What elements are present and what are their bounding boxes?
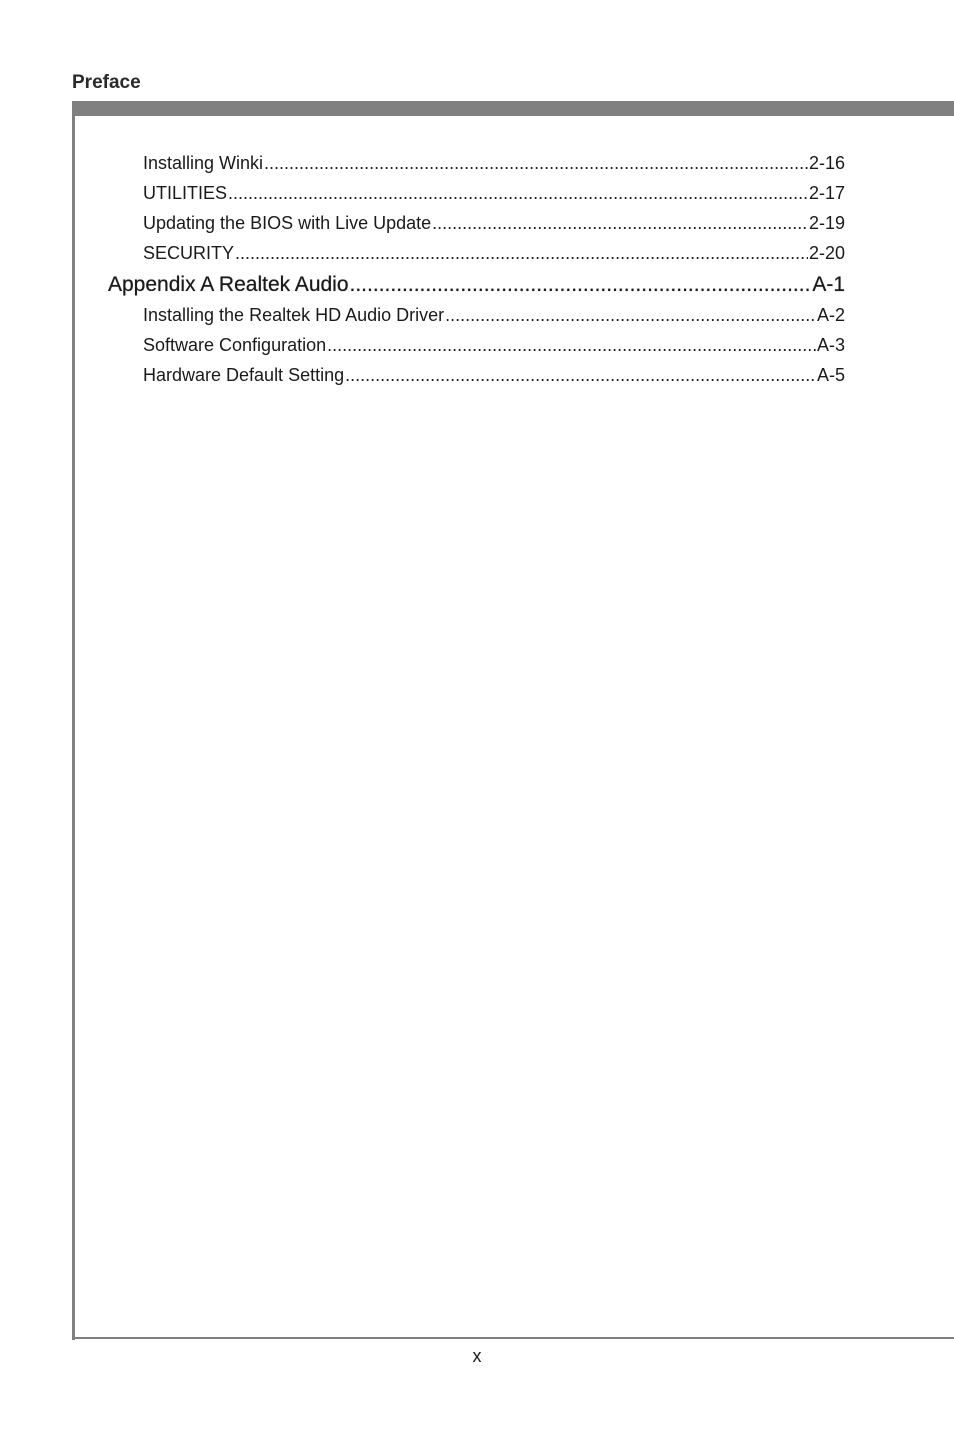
toc-entry-page: 2-16: [808, 153, 845, 173]
toc-entry-page: A-5: [816, 365, 845, 385]
toc-dot-leader: [432, 212, 808, 234]
toc-entry-label: SECURITY: [143, 243, 235, 263]
toc-entry-label: UTILITIES: [143, 183, 228, 203]
page-number: x: [472, 1346, 482, 1366]
toc-dot-leader: [345, 364, 816, 386]
toc-entry-page: A-2: [816, 305, 845, 325]
page-header-title: Preface: [72, 72, 141, 93]
toc-entry-software-configuration[interactable]: [143, 334, 845, 356]
toc-entry-page: A-1: [812, 273, 845, 296]
toc-entry-page: 2-19: [808, 213, 845, 233]
toc-dot-leader: [445, 304, 816, 326]
toc-entry-page: 2-17: [808, 183, 845, 203]
toc-entry-hardware-default-setting[interactable]: [143, 364, 845, 386]
toc-entry-label: Updating the BIOS with Live Update: [143, 213, 432, 233]
toc-entry-security[interactable]: [143, 242, 845, 264]
toc-entry-appendix-a[interactable]: [108, 272, 845, 298]
toc-entry-label: Software Configuration: [143, 335, 327, 355]
toc-dot-leader: [228, 182, 808, 204]
toc-dot-leader: [327, 334, 816, 356]
toc-entry-page: 2-20: [808, 243, 845, 263]
left-margin-rule: [72, 101, 75, 1340]
toc-dot-leader: [264, 152, 808, 174]
toc-dot-leader: [235, 242, 808, 264]
toc-dot-leader: [350, 272, 812, 298]
bottom-rule: [72, 1337, 954, 1339]
toc-entry-installing-winki[interactable]: [143, 152, 845, 174]
header-rule-bar: [72, 101, 954, 116]
toc-entry-label: Hardware Default Setting: [143, 365, 345, 385]
toc-entry-installing-realtek-driver[interactable]: [143, 304, 845, 326]
toc-entry-label: Installing Winki: [143, 153, 264, 173]
toc-entry-label: Appendix A Realtek Audio: [108, 273, 349, 296]
toc-entry-updating-bios[interactable]: [143, 212, 845, 234]
toc-entry-label: Installing the Realtek HD Audio Driver: [143, 305, 445, 325]
toc-entry-page: A-3: [816, 335, 845, 355]
toc-entry-utilities[interactable]: [143, 182, 845, 204]
